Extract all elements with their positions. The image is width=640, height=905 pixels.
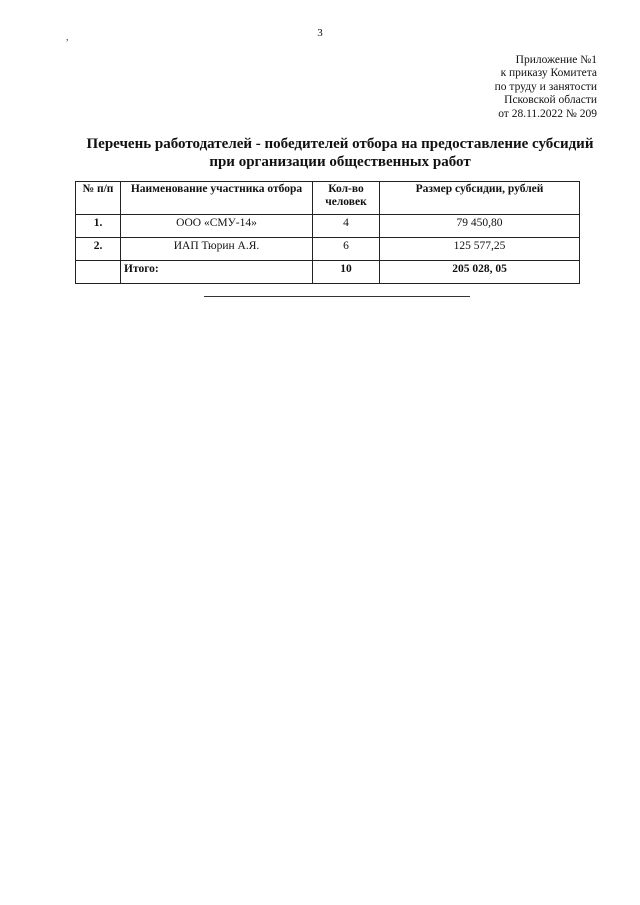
appendix-line: Приложение №1: [515, 54, 597, 66]
table-header-row: [76, 182, 580, 215]
header-number: № п/п: [76, 182, 121, 215]
subsidy-amount: 125 577,25: [380, 238, 580, 261]
title-line: при организации общественных работ: [209, 154, 471, 170]
header-subsidy-amount: Размер субсидии, рублей: [380, 182, 580, 215]
table-total-row: [76, 261, 580, 284]
participant-name: ООО «СМУ-14»: [121, 215, 313, 238]
appendix-line: Псковской области: [504, 94, 597, 107]
appendix-line: к приказу Комитета: [500, 67, 597, 80]
total-label: Итого:: [121, 261, 313, 284]
winners-table: [75, 181, 580, 284]
table-row: [76, 238, 580, 261]
appendix-line: по труду и занятости: [494, 80, 597, 93]
total-subsidy-amount: 205 028, 05: [380, 261, 580, 284]
appendix-reference: [495, 54, 597, 121]
header-participant-name: Наименование участника отбора: [121, 182, 313, 215]
header-people-count: Кол-во человек: [313, 182, 380, 215]
document-title: [70, 135, 610, 171]
appendix-line: от 28.11.2022 № 209: [498, 107, 597, 120]
people-count: 4: [313, 215, 380, 238]
page-number: 3: [317, 27, 323, 39]
table-row: [76, 215, 580, 238]
title-line: Перечень работодателей - победителей отбора на предоставление субсидий: [86, 136, 594, 152]
total-people-count: 10: [313, 261, 380, 284]
closing-rule: [204, 296, 470, 297]
subsidy-amount: 79 450,80: [380, 215, 580, 238]
participant-name: ИАП Тюрин А.Я.: [121, 238, 313, 261]
row-number: 2.: [76, 238, 121, 261]
total-empty-cell: [76, 261, 121, 284]
scan-mark: ,: [66, 32, 69, 43]
people-count: 6: [313, 238, 380, 261]
row-number: 1.: [76, 215, 121, 238]
